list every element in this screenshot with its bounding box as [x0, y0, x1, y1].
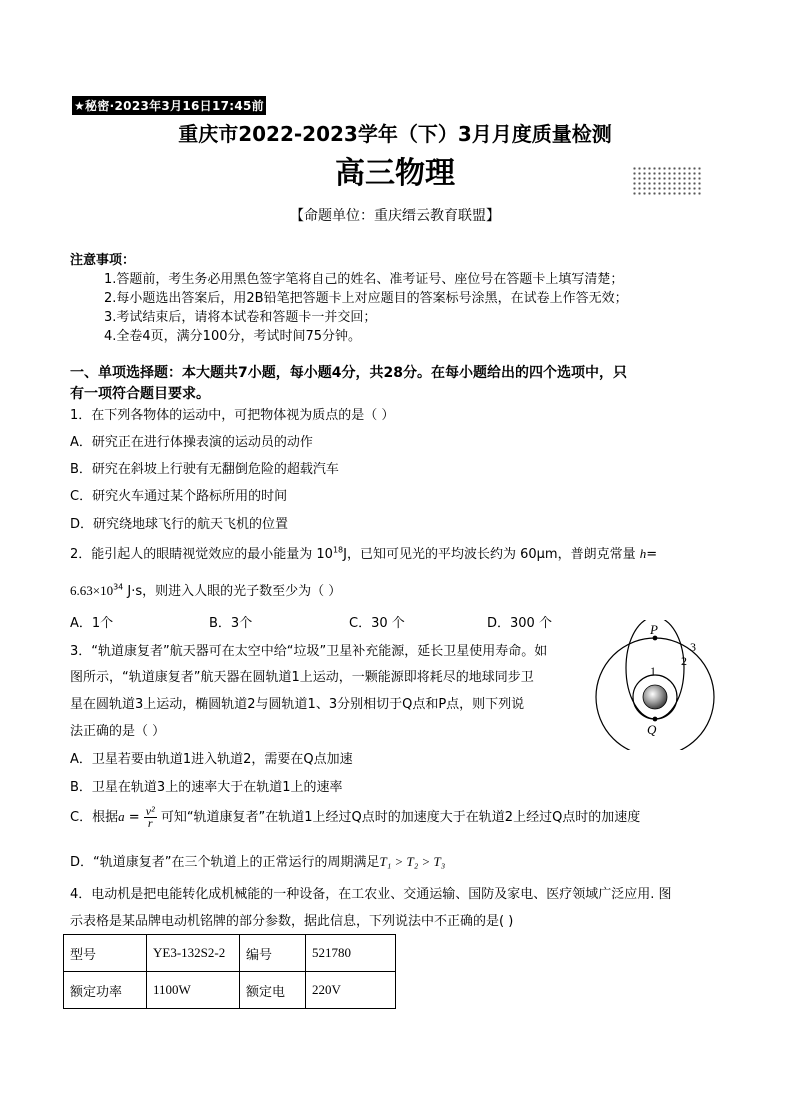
- notice-item: 3.考试结束后，请将本试卷和答题卡一并交回；: [104, 310, 377, 325]
- section-heading-cont: 有一项符合题目要求。: [70, 386, 210, 402]
- table-cell: 1100W: [147, 972, 240, 1009]
- q2-option-d: D．300 个: [487, 616, 552, 631]
- notice-item: 4.全卷4页，满分100分，考试时间75分钟。: [104, 329, 362, 344]
- table-cell: YE3-132S2-2: [147, 935, 240, 972]
- q3-stem-line: 法正确的是（ ）: [70, 724, 166, 739]
- q3-option-b: B．卫星在轨道3上的速率大于在轨道1上的速率: [70, 780, 343, 795]
- q4-stem-line1: 4．电动机是把电能转化成机械能的一种设备，在工农业、交通运输、国防及家电、医疗领域广泛应用. 图: [70, 887, 672, 902]
- q3-option-d: D．“轨道康复者”在三个轨道上的正常运行的周期满足T₁ > T₂ > T₃: [70, 854, 446, 870]
- notice-item: 2.每小题选出答案后，用2B铅笔把答题卡上对应题目的答案标号涂黑，在试卷上作答无效；: [104, 291, 628, 306]
- dot-pattern-decoration: [632, 166, 702, 196]
- table-row: [64, 935, 396, 972]
- q2-stem-line2: $6.63\times 10^{34}$ J·s，则进入人眼的光子数至少为（ ）: [70, 582, 342, 599]
- q2-stem-line1: 2．能引起人的眼睛视觉效应的最小能量为 $10^{18}J$，已知可见光的平均波长约为 60μm，普朗克常量 h=: [70, 545, 658, 562]
- label-orbit-1: 1: [650, 664, 656, 678]
- earth-icon: [643, 685, 667, 709]
- table-cell: 编号: [240, 935, 306, 972]
- section-heading: 一、单项选择题：本大题共7小题，每小题4分，共28分。在每小题给出的四个选项中，只: [70, 365, 627, 381]
- notice-heading: 注意事项：: [70, 253, 136, 268]
- confidential-label: ★秘密·2023年3月16日17:45前: [72, 96, 266, 115]
- table-cell: 521780: [306, 935, 396, 972]
- q4-stem-line2: 示表格是某品牌电动机铭牌的部分参数，据此信息，下列说法中不正确的是( ): [70, 914, 514, 929]
- q3-option-a: A．卫星若要由轨道1进入轨道2，需要在Q点加速: [70, 752, 353, 767]
- q3-stem-line: 图所示，“轨道康复者”航天器在圆轨道1上运动，一颗能源即将耗尽的地球同步卫: [70, 670, 534, 685]
- label-orbit-2: 2: [681, 654, 687, 668]
- issuer-line: 【命题单位：重庆缙云教育联盟】: [290, 208, 500, 224]
- label-p: P: [650, 622, 658, 637]
- exam-title: 重庆市2022-2023学年（下）3月月度质量检测: [178, 122, 612, 146]
- q1-stem: 1．在下列各物体的运动中，可把物体视为质点的是（ ）: [70, 408, 395, 423]
- q3-stem-line: 星在圆轨道3上运动，椭圆轨道2与圆轨道1、3分别相切于Q点和P点，则下列说: [70, 697, 525, 712]
- label-orbit-3: 3: [690, 640, 696, 654]
- label-q: Q: [647, 722, 657, 737]
- motor-spec-table: [63, 934, 396, 1009]
- orbit-diagram: [590, 620, 720, 750]
- q3-stem-line: 3．“轨道康复者”航天器可在太空中给“垃圾”卫星补充能源，延长卫星使用寿命。如: [70, 644, 548, 659]
- notice-item: 1.答题前，考生务必用黑色签字笔将自己的姓名、准考证号、座位号在答题卡上填写清楚；: [104, 272, 624, 287]
- q2-option-b: B．3个: [209, 616, 253, 631]
- q1-option-c: C．研究火车通过某个路标所用的时间: [70, 489, 288, 504]
- table-cell: 220V: [306, 972, 396, 1009]
- formula-fraction: $\frac{\text{v²}}{r}$: [145, 804, 155, 830]
- subject-title: 高三物理: [335, 156, 455, 191]
- table-cell: 型号: [64, 935, 147, 972]
- table-row: [64, 972, 396, 1009]
- q1-option-a: A．研究正在进行体操表演的运动员的动作: [70, 435, 313, 450]
- q3-option-c: C．根据a = $\frac{\text{v²}}{r}$ 可知“轨道康复者”在轨道1上经过Q点时的加速度大于在轨道2上经过Q点时的加速度: [70, 804, 641, 830]
- q2-option-c: C．30 个: [349, 616, 405, 631]
- table-cell: 额定电: [240, 972, 306, 1009]
- q1-option-b: B．研究在斜坡上行驶有无翻倒危险的超载汽车: [70, 462, 339, 477]
- table-cell: 额定功率: [64, 972, 147, 1009]
- q2-option-a: A．1个: [70, 616, 114, 631]
- point-q-marker: [653, 717, 658, 722]
- q1-option-d: D．研究绕地球飞行的航天飞机的位置: [70, 517, 289, 532]
